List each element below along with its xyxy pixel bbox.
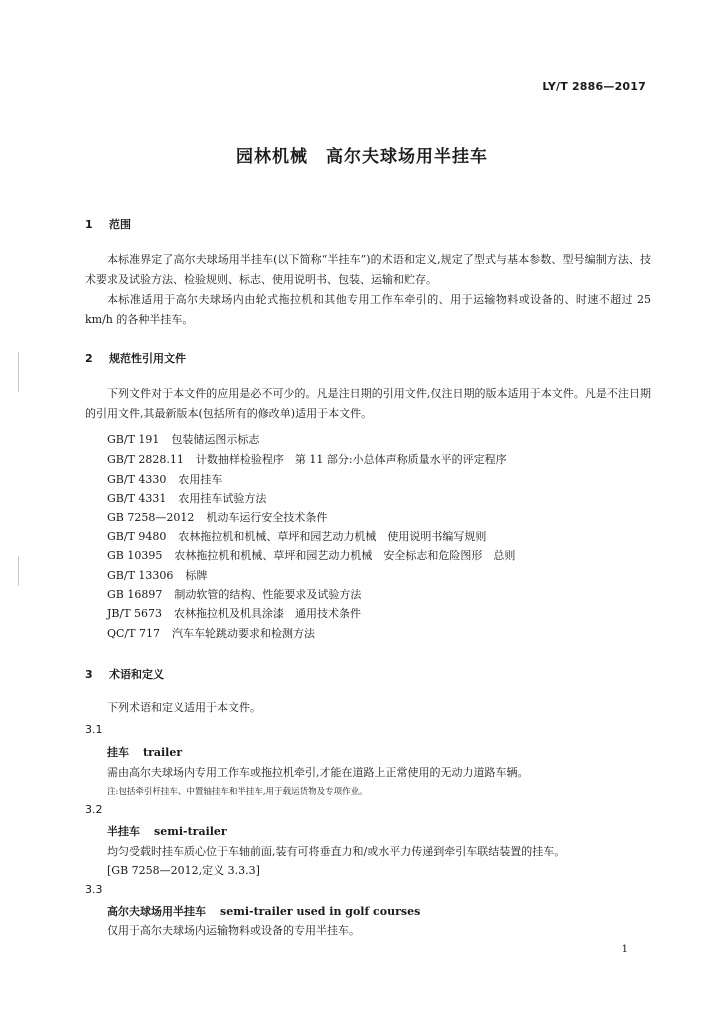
reference-item bbox=[107, 605, 361, 621]
reference-item bbox=[107, 471, 222, 487]
reference-item bbox=[107, 431, 259, 447]
reference-item bbox=[107, 509, 327, 525]
section-title: 范围 bbox=[109, 218, 131, 231]
reference-code: GB/T 13306 bbox=[107, 569, 174, 582]
term-number: 3.2 bbox=[85, 803, 103, 816]
section-title: 规范性引用文件 bbox=[109, 352, 186, 365]
reference-name: 农用挂车 bbox=[178, 473, 223, 486]
section-heading-scope bbox=[85, 216, 131, 232]
reference-code: QC/T 717 bbox=[107, 627, 160, 640]
reference-code: GB/T 2828.11 bbox=[107, 453, 184, 466]
reference-name: 机动车运行安全技术条件 bbox=[206, 511, 328, 524]
reference-name: 农林拖拉机和机械、草坪和园艺动力机械 使用说明书编写规则 bbox=[178, 530, 487, 543]
scope-paragraph-1: 本标准界定了高尔夫球场用半挂车(以下简称“半挂车”)的术语和定义,规定了型式与基本参数、型号编制方法、技术要求及试验方法、检验规则、标志、使用说明书、包装、运输和贮存。 bbox=[85, 253, 651, 286]
reference-code: GB/T 191 bbox=[107, 433, 160, 446]
reference-code: GB 7258—2012 bbox=[107, 511, 195, 524]
reference-code: GB/T 4330 bbox=[107, 473, 167, 486]
scan-edge-mark bbox=[18, 352, 19, 392]
document-title: 园林机械 高尔夫球场用半挂车 bbox=[236, 147, 488, 167]
term-english: semi-trailer used in golf courses bbox=[220, 905, 421, 918]
term-source: [GB 7258—2012,定义 3.3.3] bbox=[107, 864, 260, 877]
reference-item bbox=[107, 490, 266, 506]
reference-name: 农用挂车试验方法 bbox=[178, 492, 267, 505]
reference-name: 标牌 bbox=[185, 569, 208, 582]
reference-code: GB 10395 bbox=[107, 549, 163, 562]
section-heading-terms-and-definitions bbox=[85, 666, 164, 682]
section-title: 术语和定义 bbox=[109, 668, 164, 681]
reference-code: GB 16897 bbox=[107, 588, 163, 601]
section-number: 1 bbox=[85, 218, 93, 231]
term-heading bbox=[107, 744, 182, 760]
reference-code: JB/T 5673 bbox=[107, 607, 163, 620]
term-definition: 均匀受载时挂车质心位于车轴前面,装有可将垂直力和/或水平力传递到牵引车联结装置的挂车。 bbox=[107, 845, 566, 858]
term-chinese: 高尔夫球场用半挂车 bbox=[107, 905, 206, 918]
reference-item bbox=[107, 586, 361, 602]
scope-paragraph-2: 本标准适用于高尔夫球场内由轮式拖拉机和其他专用工作车牵引的、用于运输物料或设备的、时速不超过 25 km/h 的各种半挂车。 bbox=[85, 293, 651, 326]
term-english: semi-trailer bbox=[154, 825, 227, 838]
references-intro-paragraph: 下列文件对于本文件的应用是必不可少的。凡是注日期的引用文件,仅注日期的版本适用于本文件。凡是不注日期的引用文件,其最新版本(包括所有的修改单)适用于本文件。 bbox=[85, 387, 651, 420]
term-heading bbox=[107, 823, 227, 839]
term-chinese: 半挂车 bbox=[107, 825, 140, 838]
scan-edge-mark bbox=[18, 556, 19, 586]
reference-item bbox=[107, 625, 315, 641]
standard-number: LY/T 2886—2017 bbox=[542, 80, 646, 93]
term-chinese: 挂车 bbox=[107, 746, 129, 759]
page-number: 1 bbox=[621, 944, 628, 955]
term-heading bbox=[107, 903, 420, 919]
section-number: 2 bbox=[85, 352, 93, 365]
reference-item bbox=[107, 528, 486, 544]
section-heading-normative-references bbox=[85, 350, 186, 366]
term-number: 3.3 bbox=[85, 883, 103, 896]
term-number: 3.1 bbox=[85, 723, 103, 736]
term-note: 注:包括牵引杆挂车、中置轴挂车和半挂车,用于载运货物及专项作业。 bbox=[107, 787, 368, 797]
reference-item bbox=[107, 451, 507, 467]
reference-name: 农林拖拉机和机械、草坪和园艺动力机械 安全标志和危险图形 总则 bbox=[174, 549, 516, 562]
reference-name: 汽车车轮跳动要求和检测方法 bbox=[171, 627, 315, 640]
section-number: 3 bbox=[85, 668, 93, 681]
terms-intro-paragraph: 下列术语和定义适用于本文件。 bbox=[107, 701, 261, 714]
reference-name: 包装储运图示标志 bbox=[171, 433, 260, 446]
reference-item bbox=[107, 567, 207, 583]
term-definition: 仅用于高尔夫球场内运输物料或设备的专用半挂车。 bbox=[107, 924, 360, 937]
reference-code: GB/T 4331 bbox=[107, 492, 167, 505]
reference-item bbox=[107, 547, 515, 563]
reference-name: 制动软管的结构、性能要求及试验方法 bbox=[174, 588, 362, 601]
term-definition: 需由高尔夫球场内专用工作车或拖拉机牵引,才能在道路上正常使用的无动力道路车辆。 bbox=[107, 766, 529, 779]
reference-name: 计数抽样检验程序 第 11 部分:小总体声称质量水平的评定程序 bbox=[195, 453, 507, 466]
term-english: trailer bbox=[143, 746, 183, 759]
reference-name: 农林拖拉机及机具涂漆 通用技术条件 bbox=[174, 607, 362, 620]
reference-code: GB/T 9480 bbox=[107, 530, 167, 543]
